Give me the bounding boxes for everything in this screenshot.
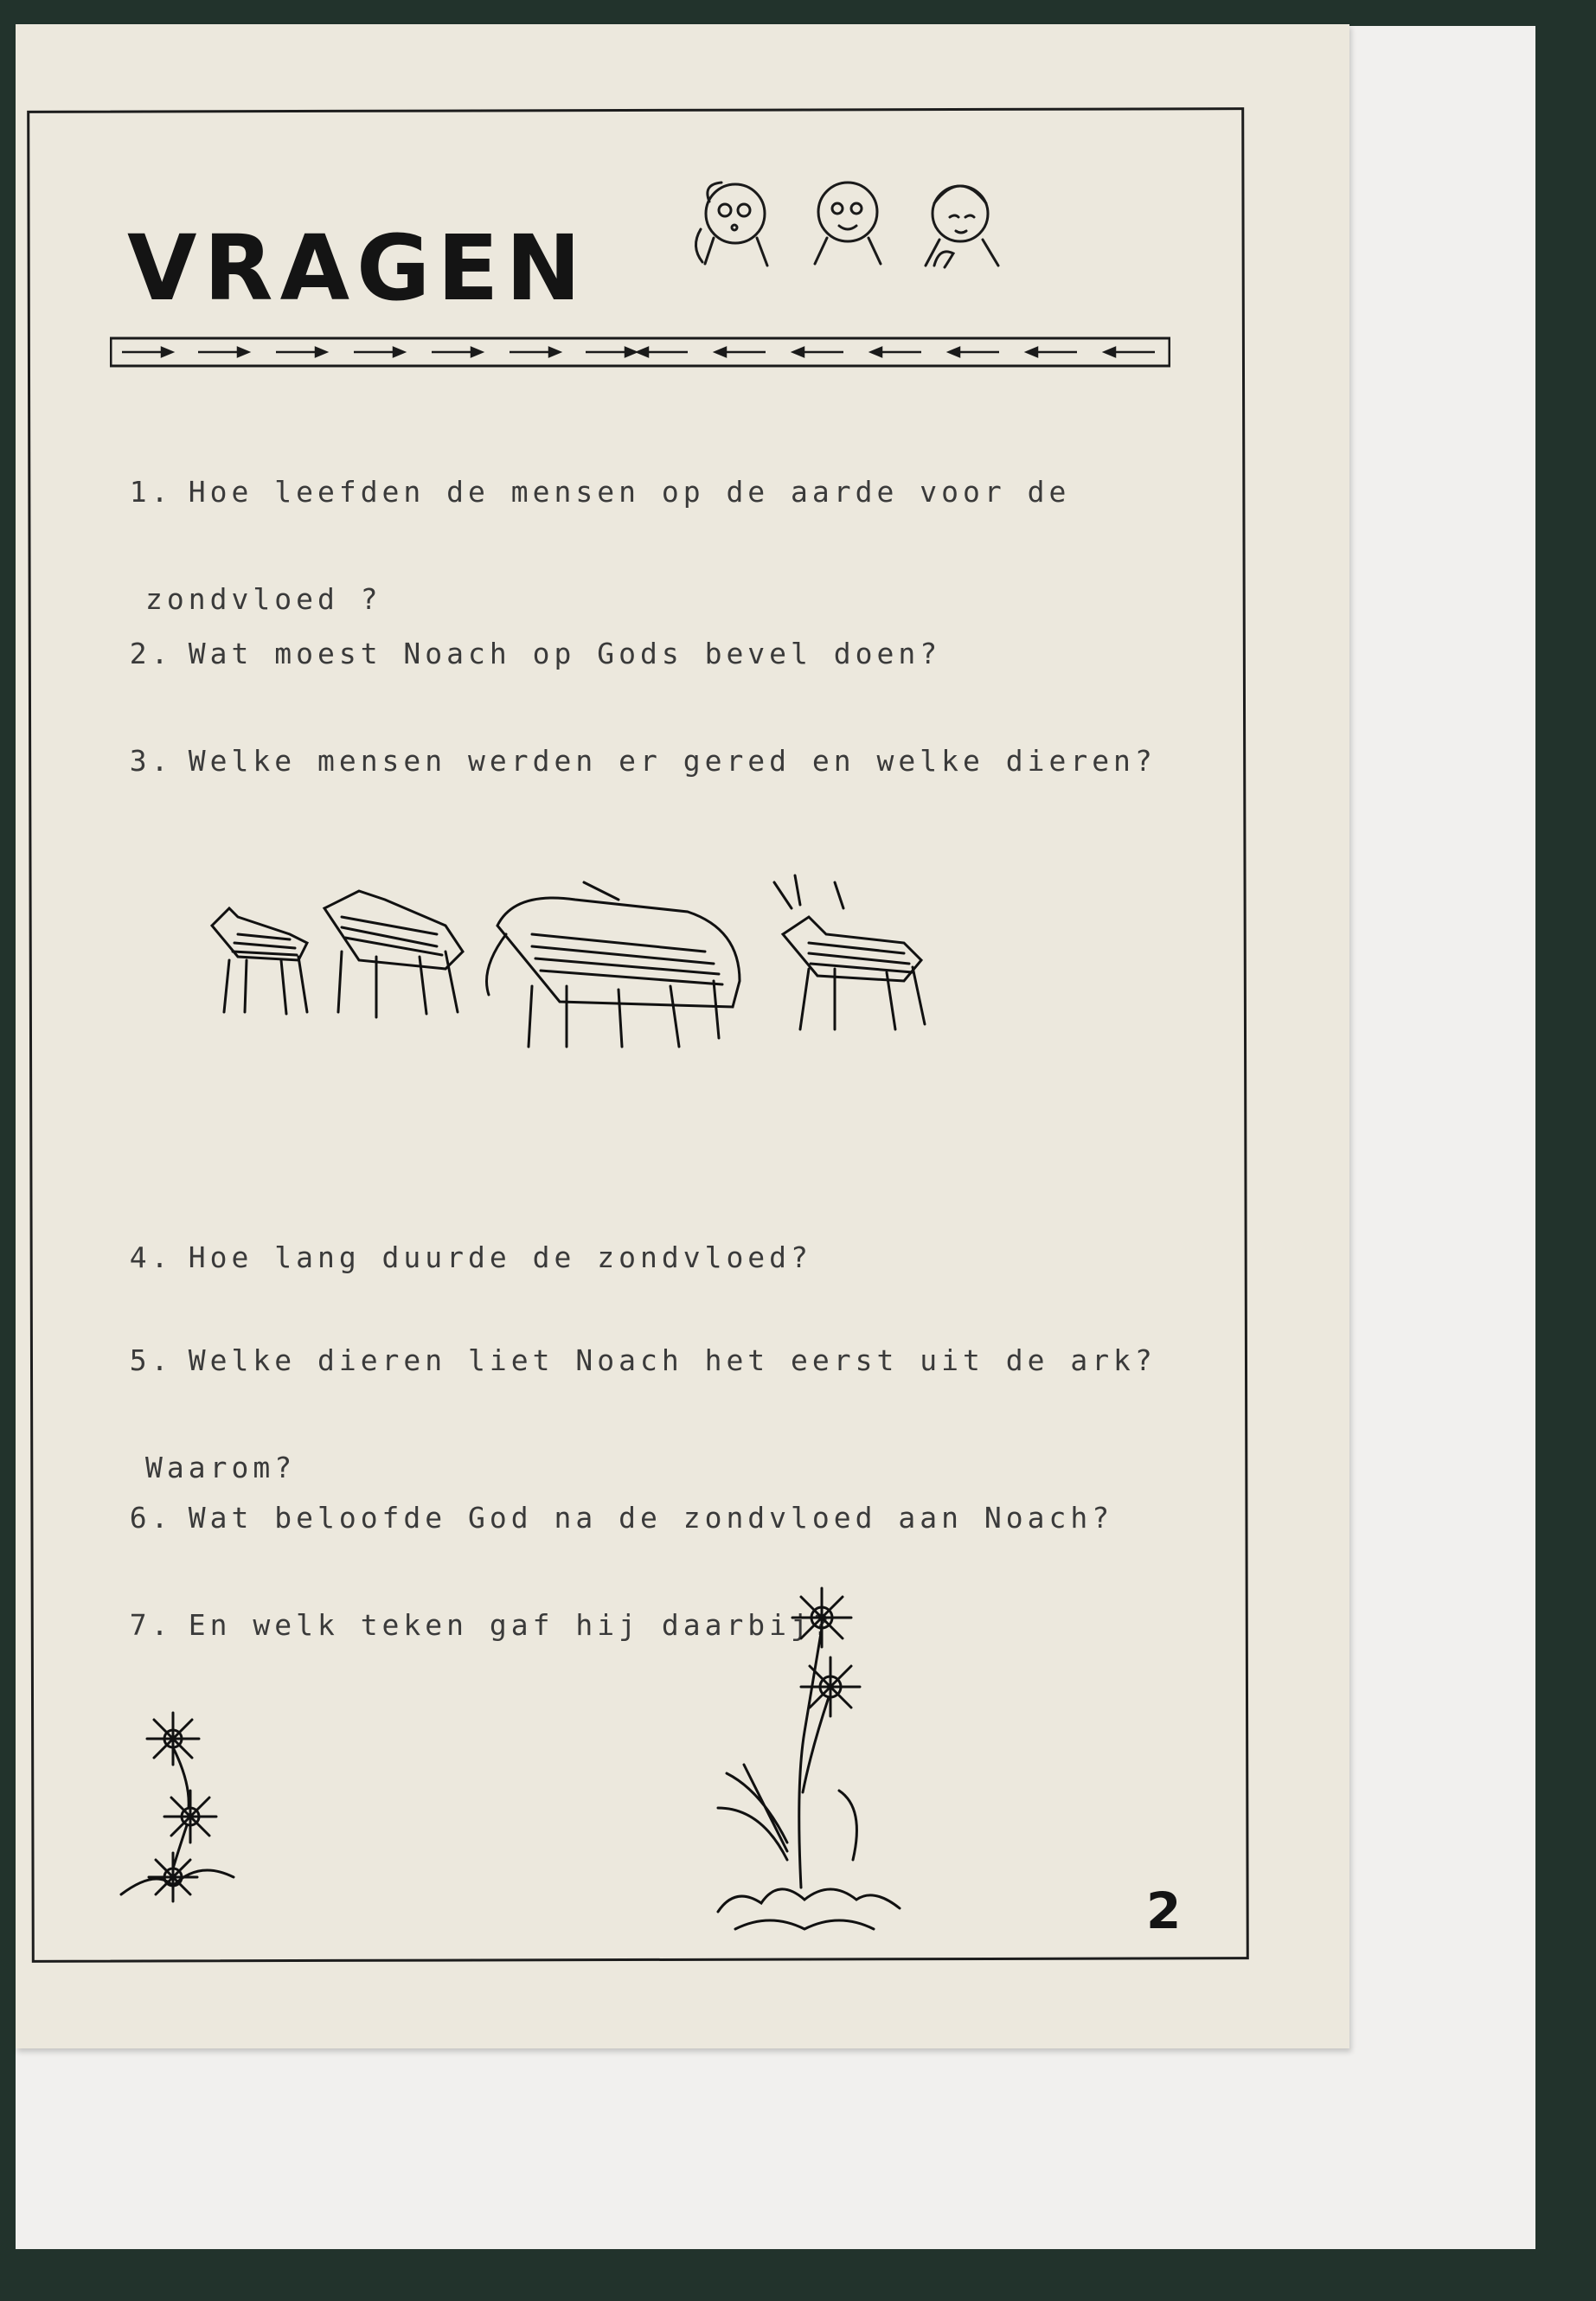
question-text: Wat moest Noach op Gods bevel doen? — [188, 637, 942, 670]
question-number: 7. — [129, 1608, 173, 1642]
question-number: 2. — [129, 637, 173, 670]
thinking-faces-icon — [675, 169, 1038, 298]
question-number: 1. — [129, 475, 173, 509]
flower-illustration — [112, 1704, 251, 1929]
question-3 — [87, 681, 1157, 788]
question-number: 5. — [129, 1343, 173, 1377]
question-text: Hoe leefden de mensen op de aarde voor de — [188, 475, 1071, 509]
question-text: En welk teken gaf hij daarbij? — [188, 1608, 834, 1642]
question-number: 3. — [129, 744, 173, 778]
question-number: 6. — [129, 1501, 173, 1535]
flower-illustration — [709, 1583, 917, 1946]
page-title: VRAGEN — [127, 215, 588, 321]
question-4 — [87, 1177, 812, 1285]
question-text: Hoe lang duurde de zondvloed? — [188, 1240, 812, 1274]
question-text-continued: zondvloed ? — [145, 582, 382, 616]
question-number: 4. — [129, 1240, 173, 1274]
question-text: Welke dieren liet Noach het eerst uit de ark? — [188, 1343, 1157, 1377]
arrow-bar-icon — [110, 336, 1170, 368]
question-2 — [87, 574, 941, 681]
animals-illustration — [203, 874, 939, 1055]
question-text: Welke mensen werden er gered en welke dieren? — [188, 744, 1157, 778]
question-6 — [87, 1438, 1113, 1545]
question-text: Wat beloofde God na de zondvloed aan Noach? — [188, 1501, 1114, 1535]
question-text-continued: Waarom? — [145, 1451, 297, 1484]
page-number: 2 — [1146, 1881, 1182, 1940]
